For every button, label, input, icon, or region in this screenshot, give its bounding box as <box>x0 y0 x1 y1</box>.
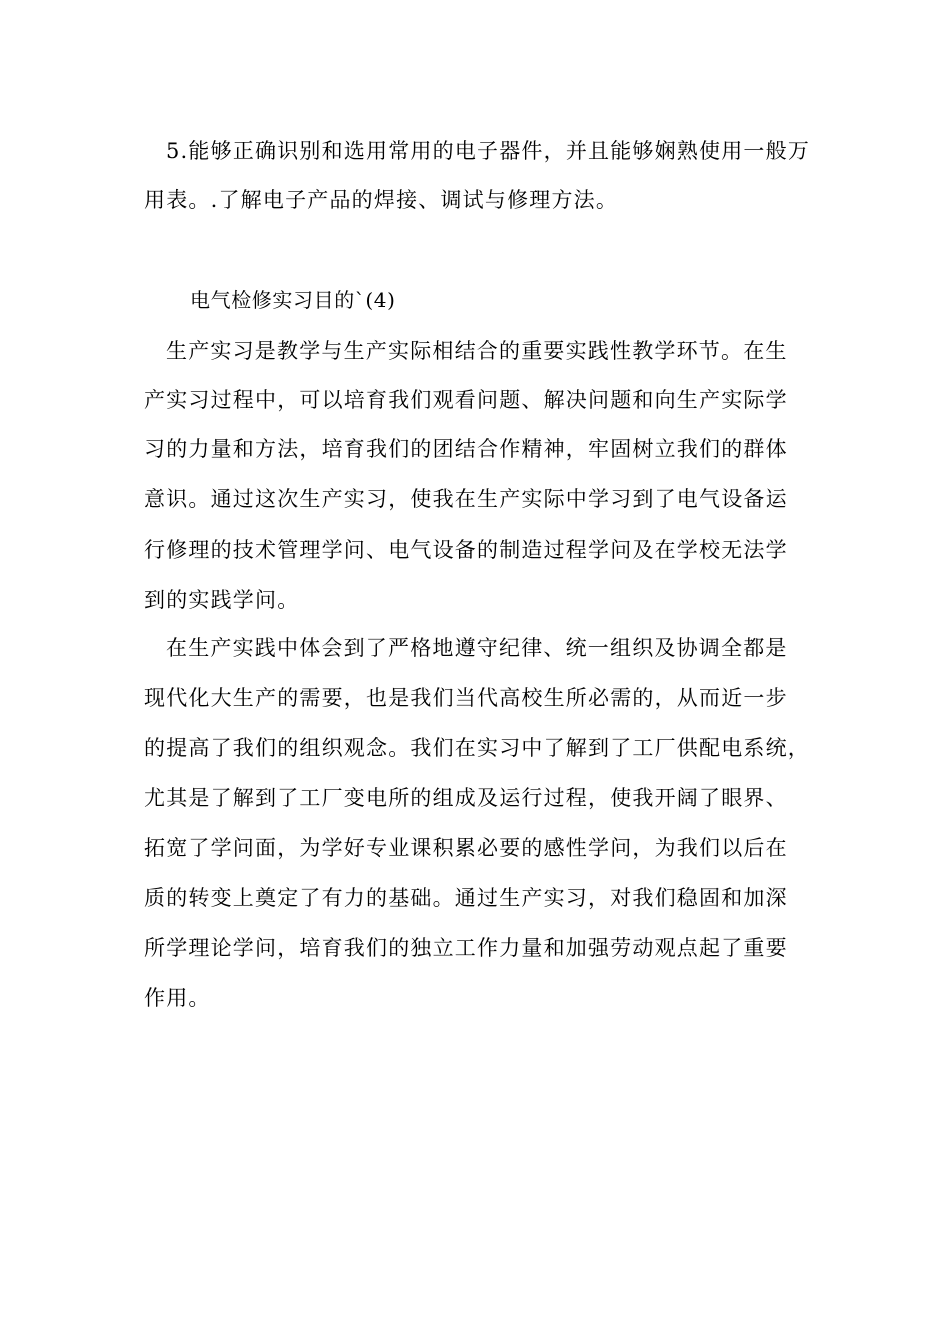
paragraph-2-line-7: 所学理论学问，培育我们的独立工作力量和加强劳动观点起了重要 <box>144 936 788 960</box>
paragraph-2-line-8: 作用。 <box>144 986 211 1010</box>
item-5-line-2: 用表。.了解电子产品的焊接、调试与修理方法。 <box>144 188 619 212</box>
paragraph-1-line-4: 意识。通过这次生产实习，使我在生产实际中学习到了电气设备运 <box>144 487 788 511</box>
paragraph-2-line-3: 的提高了我们的组织观念。我们在实习中了解到了工厂供配电系统， <box>144 736 810 760</box>
paragraph-2-line-2: 现代化大生产的需要，也是我们当代高校生所必需的，从而近一步 <box>144 686 788 710</box>
item-5-line-1: 5.能够正确识别和选用常用的电子器件，并且能够娴熟使用一般万 <box>166 139 811 163</box>
paragraph-2-line-1: 在生产实践中体会到了严格地遵守纪律、统一组织及协调全都是 <box>166 636 788 660</box>
paragraph-2-line-6: 质的转变上奠定了有力的基础。通过生产实习，对我们稳固和加深 <box>144 886 788 910</box>
section-heading: 电气检修实习目的`(4) <box>190 288 396 312</box>
paragraph-1-line-5: 行修理的技术管理学问、电气设备的制造过程学问及在学校无法学 <box>144 538 788 562</box>
paragraph-1-line-2: 产实习过程中，可以培育我们观看问题、解决问题和向生产实际学 <box>144 388 788 412</box>
paragraph-2-line-4: 尤其是了解到了工厂变电所的组成及运行过程，使我开阔了眼界、 <box>144 786 788 810</box>
paragraph-1-line-3: 习的力量和方法，培育我们的团结合作精神，牢固树立我们的群体 <box>144 437 788 461</box>
paragraph-1-line-1: 生产实习是教学与生产实际相结合的重要实践性教学环节。在生 <box>166 339 788 363</box>
paragraph-2-line-5: 拓宽了学问面，为学好专业课积累必要的感性学问，为我们以后在 <box>144 836 788 860</box>
paragraph-1-line-6: 到的实践学问。 <box>144 588 300 612</box>
